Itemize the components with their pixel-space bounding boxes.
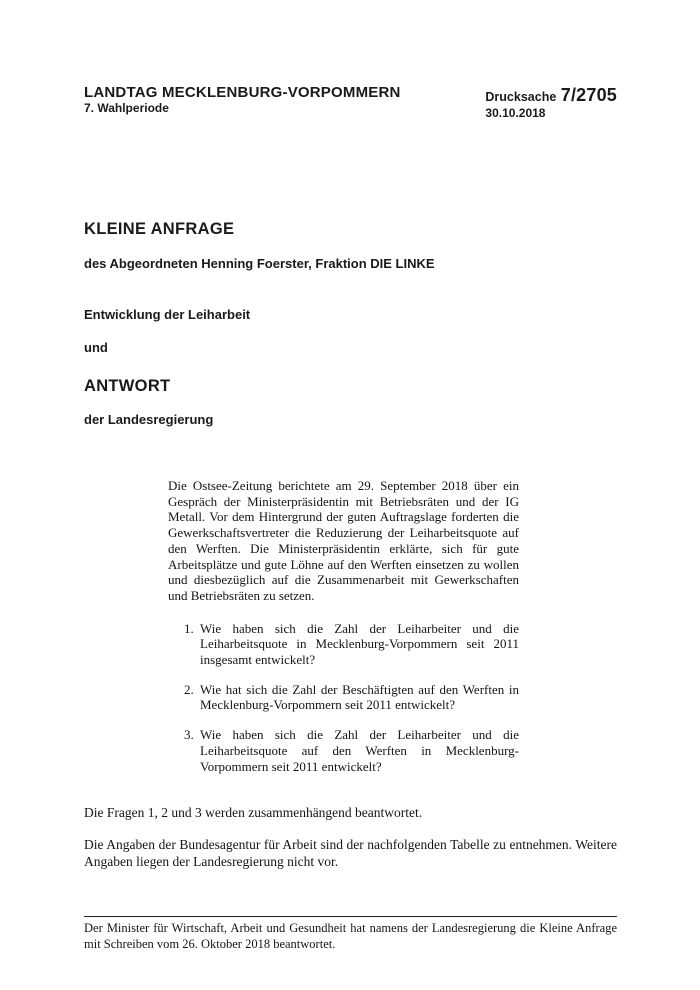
header-right — [485, 85, 617, 121]
answer-section — [84, 805, 617, 870]
question-item-1 — [168, 621, 519, 668]
intro-paragraph: Die Ostsee-Zeitung berichtete am 29. September 2018 über ein Gespräch der Ministerpräsidentin mit Betriebsräten und der IG Metall. Vor dem Hintergrund der guten Auftragslage forderten die Gewerkschaftsvertreter die Reduzierung der Leiharbeitsquote auf den Werften. Die Ministerpräsidentin erklärte, sich für gute Arbeitsplätze und gute Löhne auf den Werften einsetzen zu wollen und diesbezüglich auf die Zusammenarbeit mit Gewerkschaften und Betriebsräten zu setzen. — [168, 478, 519, 603]
footer-note — [84, 916, 617, 952]
request-author: des Abgeordneten Henning Foerster, Fraktion DIE LINKE — [84, 256, 435, 271]
footer-text: Der Minister für Wirtschaft, Arbeit und Gesundheit hat namens der Landesregierung die Kleine Anfrage mit Schreiben vom 26. Oktober 2018 beantwortet. — [84, 921, 617, 951]
question-number: 3. — [184, 727, 194, 743]
title-block — [84, 220, 617, 427]
answer-paragraph: Die Angaben der Bundesagentur für Arbeit sind der nachfolgenden Tabelle zu entnehmen. Weitere Angaben liegen der Landesregierung nicht vor. — [84, 837, 617, 869]
answer-note: Die Fragen 1, 2 und 3 werden zusammenhängend beantwortet. — [84, 805, 423, 821]
question-item-2 — [168, 682, 519, 713]
document-subject: Entwicklung der Leiharbeit — [84, 307, 251, 322]
header-left — [84, 85, 401, 115]
question-text: Wie haben sich die Zahl der Leiharbeiter und die Leiharbeitsquote auf den Werften in Mecklenburg-Vorpommern seit 2011 entwickelt? — [200, 727, 519, 774]
indented-body — [168, 478, 519, 774]
drucksache-line — [485, 85, 617, 106]
question-number: 2. — [184, 681, 194, 697]
parliament-title: LANDTAG MECKLENBURG-VORPOMMERN — [84, 84, 401, 101]
question-text: Wie haben sich die Zahl der Leiharbeiter und die Leiharbeitsquote in Mecklenburg-Vorpommern seit 2011 insgesamt entwickelt? — [200, 620, 519, 668]
answer-author: der Landesregierung — [84, 412, 214, 427]
connector-word: und — [84, 340, 108, 355]
question-number: 1. — [184, 620, 194, 636]
question-text: Wie hat sich die Zahl der Beschäftigten auf den Werften in Mecklenburg-Vorpommern seit 2011 entwickelt? — [200, 681, 519, 713]
document-header — [84, 85, 617, 121]
legislative-term: 7. Wahlperiode — [84, 101, 169, 115]
drucksache-number: 7/2705 — [560, 85, 617, 105]
question-item-3 — [168, 727, 519, 774]
question-list — [168, 621, 519, 775]
drucksache-label: Drucksache — [485, 90, 557, 104]
document-date: 30.10.2018 — [485, 106, 546, 120]
answer-heading: ANTWORT — [84, 377, 171, 395]
request-heading: KLEINE ANFRAGE — [84, 220, 235, 238]
